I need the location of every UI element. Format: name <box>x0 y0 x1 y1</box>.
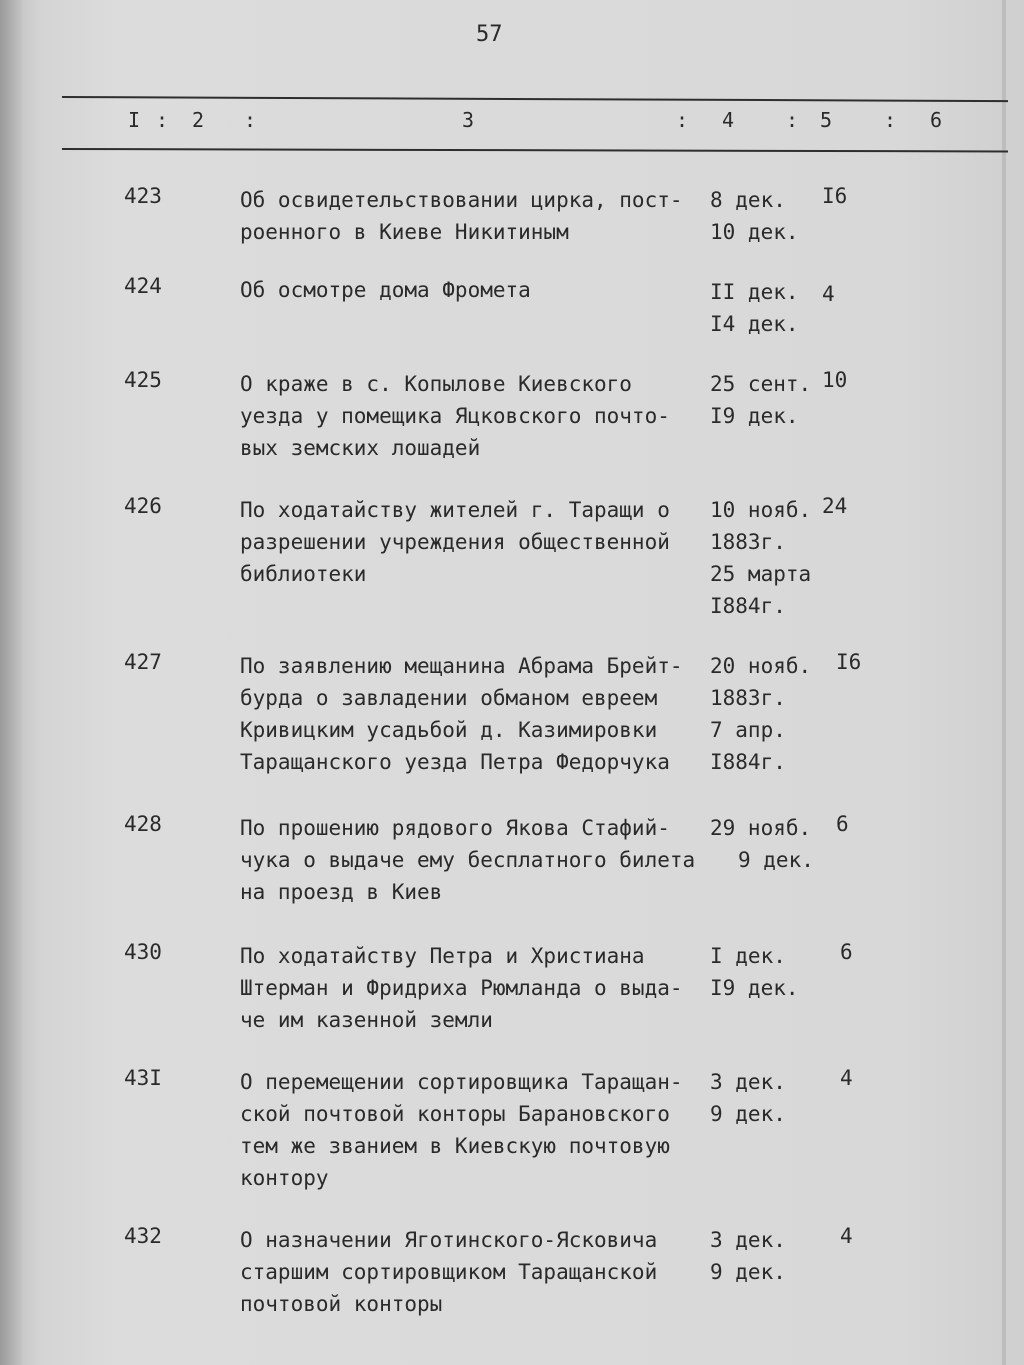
entry-number: 424 <box>124 274 162 298</box>
entry-number: 425 <box>124 368 162 392</box>
entry-number: 428 <box>124 812 162 836</box>
entry-sheet-count: I6 <box>836 650 862 674</box>
entry-dates <box>710 1224 786 1288</box>
entry-date: 9 дек. <box>710 1102 786 1126</box>
entry-title-line: Кривицким усадьбой д. Казимировки <box>240 718 658 742</box>
entry-date: 1883г. <box>710 686 786 710</box>
entry-title <box>240 274 710 306</box>
entry-title-line: О назначении Яготинского-Ясковича <box>240 1228 658 1252</box>
entry-date: 25 сент. <box>710 372 812 396</box>
entry-dates <box>710 184 799 248</box>
column-separator: : <box>676 108 690 132</box>
entry-number: 432 <box>124 1224 162 1248</box>
entry-title-line: Об осмотре дома Фромета <box>240 278 531 302</box>
entry-sheet-count: 4 <box>822 282 835 306</box>
entry-title-line: Об освидетельствовании цирка, пост- <box>240 188 683 212</box>
entry-date: I884г. <box>710 594 786 618</box>
entry-date: I884г. <box>710 750 786 774</box>
column-number-1: I <box>128 108 142 132</box>
entry-date: I дек. <box>710 944 786 968</box>
entry-sheet-count: 4 <box>840 1066 853 1090</box>
entry-title <box>240 494 710 590</box>
column-number-4: 4 <box>722 108 736 132</box>
column-number-3: 3 <box>462 108 476 132</box>
entry-title-line: чука о выдаче ему бесплатного билета <box>240 848 696 872</box>
entry-title-line: Таращанского уезда Петра Федорчука <box>240 750 670 774</box>
entry-title-line: О перемещении сортировщика Таращан- <box>240 1070 683 1094</box>
entry-dates <box>710 368 811 432</box>
entry-title <box>240 1066 710 1194</box>
entry-dates <box>710 812 814 876</box>
entry-title <box>240 812 710 908</box>
entry-title-line: контору <box>240 1166 329 1190</box>
book-binding <box>0 0 22 1365</box>
entry-title <box>240 650 710 778</box>
entry-title <box>240 368 710 464</box>
entry-date: 25 марта <box>710 562 812 586</box>
entry-date: 10 нояб. <box>710 498 812 522</box>
entry-date: 9 дек. <box>710 1260 786 1284</box>
entry-date: I9 дек. <box>710 404 799 428</box>
entry-title-line: По ходатайству жителей г. Таращи о <box>240 498 670 522</box>
entry-dates <box>710 650 811 778</box>
entry-title-line: вых земских лошадей <box>240 436 481 460</box>
entry-title-line: на проезд в Киев <box>240 880 443 904</box>
column-number-6: 6 <box>930 108 944 132</box>
entry-number: 426 <box>124 494 162 518</box>
entry-date: 29 нояб. <box>710 816 812 840</box>
entry-number: 423 <box>124 184 162 208</box>
entry-title-line: библиотеки <box>240 562 367 586</box>
entry-dates <box>710 276 799 340</box>
entry-title <box>240 184 710 248</box>
column-number-5: 5 <box>820 108 834 132</box>
header-rule-top <box>62 96 1008 102</box>
column-number-2: 2 <box>192 108 206 132</box>
entry-title-line: ской почтовой конторы Барановского <box>240 1102 670 1126</box>
entry-dates <box>710 1066 786 1130</box>
entry-title <box>240 1224 710 1320</box>
entry-title-line: почтовой конторы <box>240 1292 443 1316</box>
entry-title-line: По прошению рядового Якова Стафий- <box>240 816 670 840</box>
entry-date: 20 нояб. <box>710 654 812 678</box>
entry-number: 43I <box>124 1066 162 1090</box>
entry-title-line: уезда у помещика Яцковского почто- <box>240 404 670 428</box>
column-separator: : <box>884 108 898 132</box>
entry-title-line: старшим сортировщиком Таращанской <box>240 1260 658 1284</box>
entry-date: 9 дек. <box>738 848 814 872</box>
entry-date: II дек. <box>710 280 799 304</box>
entry-date: 1883г. <box>710 530 786 554</box>
column-separator: : <box>244 108 258 132</box>
entry-title-line: Штерман и Фридриха Рюмланда о выда- <box>240 976 683 1000</box>
header-rule-bottom <box>62 148 1008 152</box>
entry-dates <box>710 940 799 1004</box>
entry-title-line: О краже в с. Копылове Киевского <box>240 372 632 396</box>
entry-title-line: бурда о завладении обманом евреем <box>240 686 658 710</box>
entry-date: 8 дек. <box>710 188 786 212</box>
entry-title-line: тем же званием в Киевскую почтовую <box>240 1134 670 1158</box>
entry-date: 3 дек. <box>710 1228 786 1252</box>
entry-number: 430 <box>124 940 162 964</box>
entry-sheet-count: 10 <box>822 368 848 392</box>
entry-title-line: че им казенной земли <box>240 1008 493 1032</box>
entry-sheet-count: 6 <box>836 812 849 836</box>
entry-date: 3 дек. <box>710 1070 786 1094</box>
entry-title <box>240 940 710 1036</box>
entry-sheet-count: 24 <box>822 494 848 518</box>
entry-date: 10 дек. <box>710 220 799 244</box>
entry-dates <box>710 494 811 622</box>
entry-date: I4 дек. <box>710 312 799 336</box>
entry-number: 427 <box>124 650 162 674</box>
entry-date: I9 дек. <box>710 976 799 1000</box>
entry-date: 7 апр. <box>710 718 786 742</box>
column-separator: : <box>156 108 170 132</box>
entry-sheet-count: I6 <box>822 184 848 208</box>
entry-title-line: роенного в Киеве Никитиным <box>240 220 569 244</box>
entry-sheet-count: 6 <box>840 940 853 964</box>
entry-title-line: По ходатайству Петра и Христиана <box>240 944 645 968</box>
page-number: 57 <box>476 22 503 47</box>
entry-sheet-count: 4 <box>840 1224 853 1248</box>
entry-title-line: разрешении учреждения общественной <box>240 530 670 554</box>
page-edge <box>1002 0 1006 1365</box>
column-separator: : <box>786 108 800 132</box>
entry-title-line: По заявлению мещанина Абрама Брейт- <box>240 654 683 678</box>
